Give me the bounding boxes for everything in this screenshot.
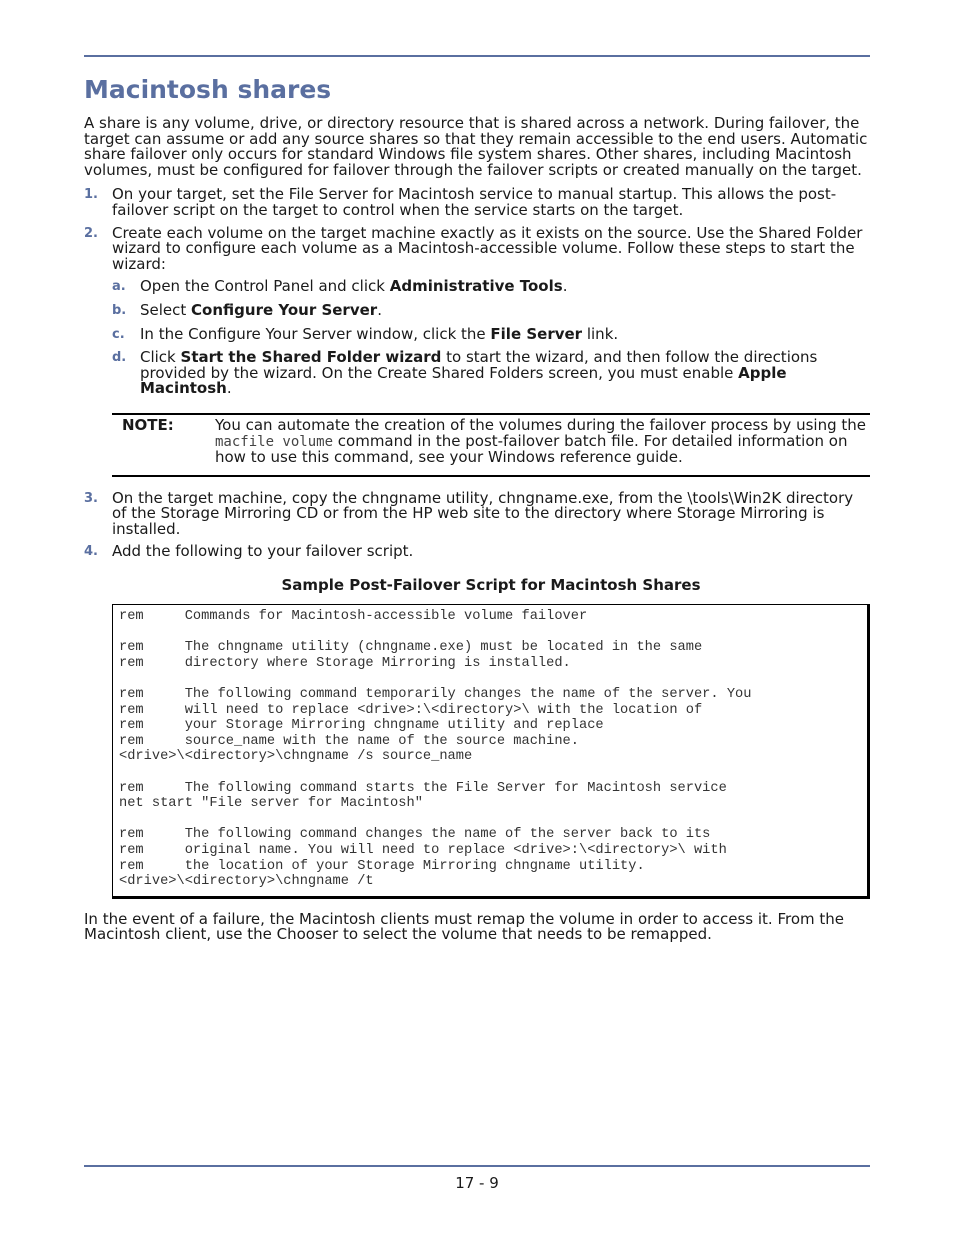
code-line	[119, 671, 861, 687]
code-line: rem The following command temporarily changes the name of the server. You	[119, 687, 752, 703]
step-number: 1.	[84, 187, 98, 203]
page-number: 17 - 9	[455, 1174, 499, 1192]
substep-text: .	[226, 379, 232, 398]
code-line: <drive>\<directory>\chngname /s source_name	[119, 749, 473, 765]
ui-term: Configure Your Server	[191, 300, 378, 319]
code-line: rem The chngname utility (chngname.exe) must be located in the same	[119, 640, 703, 656]
substep-c	[112, 324, 870, 343]
step-text: Add the following to your failover script.	[112, 542, 414, 561]
substep-text: .	[377, 300, 382, 319]
step-number: 3.	[84, 490, 98, 506]
step-number: 2.	[84, 225, 98, 241]
note-label: NOTE:	[122, 415, 174, 434]
step-2	[84, 223, 870, 398]
code-line: rem Commands for Macintosh-accessible volume failover	[119, 609, 588, 625]
substep-text: Open the Control Panel and click	[140, 277, 390, 296]
substep-text: Click	[140, 348, 181, 367]
code-line: rem will need to replace <drive>:\<directory>\ with the location of	[119, 702, 703, 718]
code-line	[119, 625, 861, 641]
ui-term: Apple Macintosh	[140, 363, 787, 398]
code-line: <drive>\<directory>\chngname /t	[119, 874, 374, 890]
intro-paragraph: A share is any volume, drive, or directory resource that is shared across a network. During failover, the target can assume or add any source shares so that they remain accessible to the end users. Automatic share failover only occurs for standard Windows file system shares. Other shares, including Macintosh volumes, must be configured for failover through the failover scripts or created manually on the target.	[84, 114, 868, 179]
header-rule	[84, 55, 870, 57]
code-line: rem original name. You will need to replace <drive>:\<directory>\ with	[119, 842, 727, 858]
inline-code: macfile volume	[215, 433, 334, 450]
step-1	[84, 187, 870, 218]
substep-text: to start the wizard, and then follow the directions provided by the wizard. On the Create Shared Folders screen, you must enable	[140, 348, 818, 382]
code-line	[119, 765, 861, 781]
footer-rule	[84, 1165, 870, 1167]
code-line: net start "File server for Macintosh"	[119, 796, 423, 812]
substep-text: .	[562, 277, 568, 296]
note-text	[215, 415, 870, 467]
substep-b	[112, 300, 870, 319]
substep-letter: d.	[112, 350, 127, 366]
outro-paragraph: In the event of a failure, the Macintosh clients must remap the volume in order to access it. From the Macintosh client, use the Chooser to select the volume that needs to be remapped.	[84, 909, 844, 944]
substep-a	[112, 279, 870, 295]
ui-term: Administrative Tools	[389, 277, 563, 296]
code-line: rem your Storage Mirroring chngname utility and replace	[119, 718, 604, 734]
page-content	[84, 74, 870, 943]
note-box	[112, 413, 870, 477]
code-line: rem The following command changes the name of the server back to its	[119, 827, 711, 843]
code-line	[119, 812, 861, 828]
step-text: On your target, set the File Server for Macintosh service to manual startup. This allows the post-failover script on the target to control when the service starts on the target.	[112, 185, 837, 219]
substep-letter: c.	[112, 326, 125, 342]
step-4	[84, 544, 870, 560]
substep-text: In the Configure Your Server window, click the	[140, 324, 491, 343]
substep-text: Select	[140, 300, 192, 319]
substep-d	[112, 350, 870, 397]
step-number: 4.	[84, 544, 98, 560]
code-line: rem source_name with the name of the source machine.	[119, 733, 579, 749]
script-code-block	[112, 604, 870, 899]
substep-text: link.	[582, 324, 619, 343]
note-text-part: command in the post-failover batch file. For detailed information on how to use this command, see your Windows reference guide.	[215, 431, 848, 467]
step-text: On the target machine, copy the chngname utility, chngname.exe, from the \tools\Win2K directory of the Storage Mirroring CD or from the HP web site to the directory where Storage Mirroring is installed.	[112, 488, 854, 538]
step-text: Create each volume on the target machine exactly as it exists on the source. Use the Shared Folder wizard to configure each volume as a Macintosh-accessible volume. Follow these steps to start the wizard:	[112, 223, 863, 273]
ui-term: File Server	[490, 324, 583, 343]
note-text-part: You can automate the creation of the volumes during the failover process by using the	[215, 415, 866, 434]
substep-list	[112, 279, 870, 397]
step-3	[84, 488, 870, 538]
code-line: rem The following command starts the File Server for Macintosh service	[119, 780, 727, 796]
script-caption: Sample Post-Failover Script for Macintosh Shares	[281, 576, 701, 595]
page-title: Macintosh shares	[84, 75, 332, 104]
code-line: rem the location of your Storage Mirroring chngname utility.	[119, 858, 645, 874]
substep-letter: b.	[112, 302, 127, 318]
ui-term: Start the Shared Folder wizard	[180, 348, 442, 367]
substep-letter: a.	[112, 279, 126, 295]
code-line: rem directory where Storage Mirroring is installed.	[119, 655, 571, 671]
